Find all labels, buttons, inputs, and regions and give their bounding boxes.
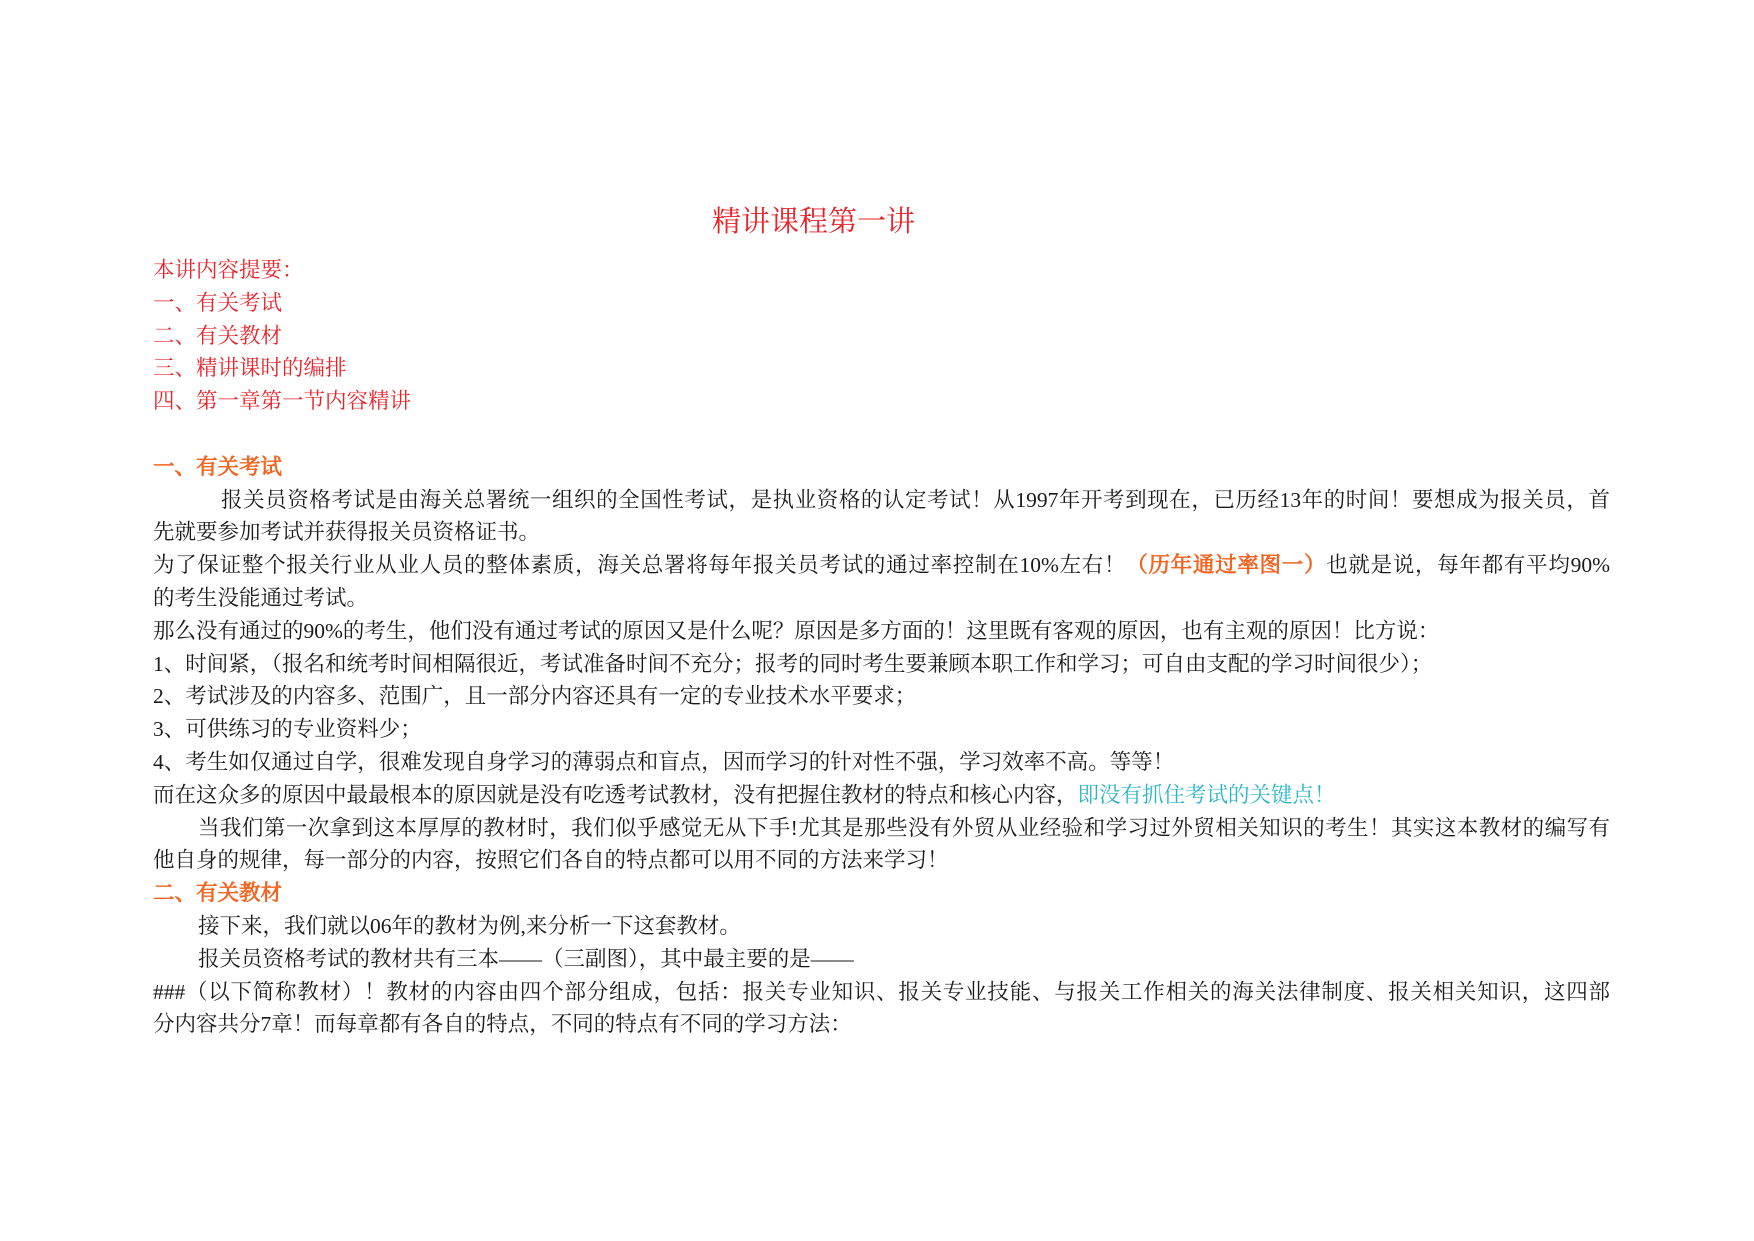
blank-line [153,418,1610,451]
toc-item: 二、有关教材 [153,323,283,348]
paragraph-line: 报关员资格考试的教材共有三本——（三副图），其中最主要的是—— [198,946,854,971]
reason-item: 4、考生如仅通过自学，很难发现自身学习的薄弱点和盲点，因而学习的针对性不强，学习效率不高。等等！ [153,749,1175,774]
paragraph-line: 分内容共分7章！而每章都有各自的特点，不同的特点有不同的学习方法： [153,1012,852,1037]
key-point-highlight: 即没有抓住考试的关键点！ [1077,782,1336,807]
toc-item: 三、精讲课时的编排 [153,356,347,381]
document-body [153,254,1610,1041]
paragraph-line: 先就要参加考试并获得报关员资格证书。 [153,520,541,545]
paragraph-text: 也就是说，每年都有平均90% [1326,553,1610,578]
section-heading: 一、有关考试 [153,454,283,479]
pass-rate-highlight: （历年通过率图一） [1126,553,1327,578]
paragraph-text: 而在这众多的原因中最最根本的原因就是没有吃透考试教材，没有把握住教材的特点和核心内容， [153,782,1078,807]
toc-item: 四、第一章第一节内容精讲 [153,389,412,414]
paragraph-line: ###（以下简称教材）！教材的内容由四个部分组成，包括：报关专业知识、报关专业技能、与报关工作相关的海关法律制度、报关相关知识，这四部 [153,979,1610,1004]
section-heading: 二、有关教材 [153,881,283,906]
paragraph-line [153,549,1610,582]
paragraph-line: 当我们第一次拿到这本厚厚的教材时，我们似乎感觉无从下手!尤其是那些没有外贸从业经验和学习过外贸相关知识的考生！其实这本教材的编写有 [198,815,1610,840]
reason-item: 1、时间紧，（报名和统考时间相隔很近，考试准备时间不充分；报考的同时考生要兼顾本职工作和学习；可自由支配的学习时间很少）； [153,651,1433,676]
toc-item: 一、有关考试 [153,290,283,315]
paragraph-line [153,779,1610,812]
paragraph-text: 为了保证整个报关行业从业人员的整体素质，海关总署将每年报关员考试的通过率控制在10%左右！ [153,553,1127,578]
paragraph-line: 接下来，我们就以06年的教材为例,来分析一下这套教材。 [198,913,741,938]
page-title: 精讲课程第一讲 [712,206,916,238]
toc-heading: 本讲内容提要： [153,258,304,282]
reason-item: 2、考试涉及的内容多、范围广，且一部分内容还具有一定的专业技术水平要求； [153,684,917,709]
paragraph-line: 他自身的规律，每一部分的内容，按照它们各自的特点都可以用不同的方法来学习！ [153,848,949,873]
reason-item: 3、可供练习的专业资料少； [153,717,422,742]
paragraph-line: 的考生没能通过考试。 [153,585,369,610]
paragraph-line: 那么没有通过的90%的考生，他们没有通过考试的原因又是什么呢？原因是多方面的！这里既有客观的原因，也有主观的原因！比方说： [153,618,1440,643]
paragraph-line: 报关员资格考试是由海关总署统一组织的全国性考试，是执业资格的认定考试！从1997年开考到现在，已历经13年的时间！要想成为报关员，首 [221,487,1610,512]
